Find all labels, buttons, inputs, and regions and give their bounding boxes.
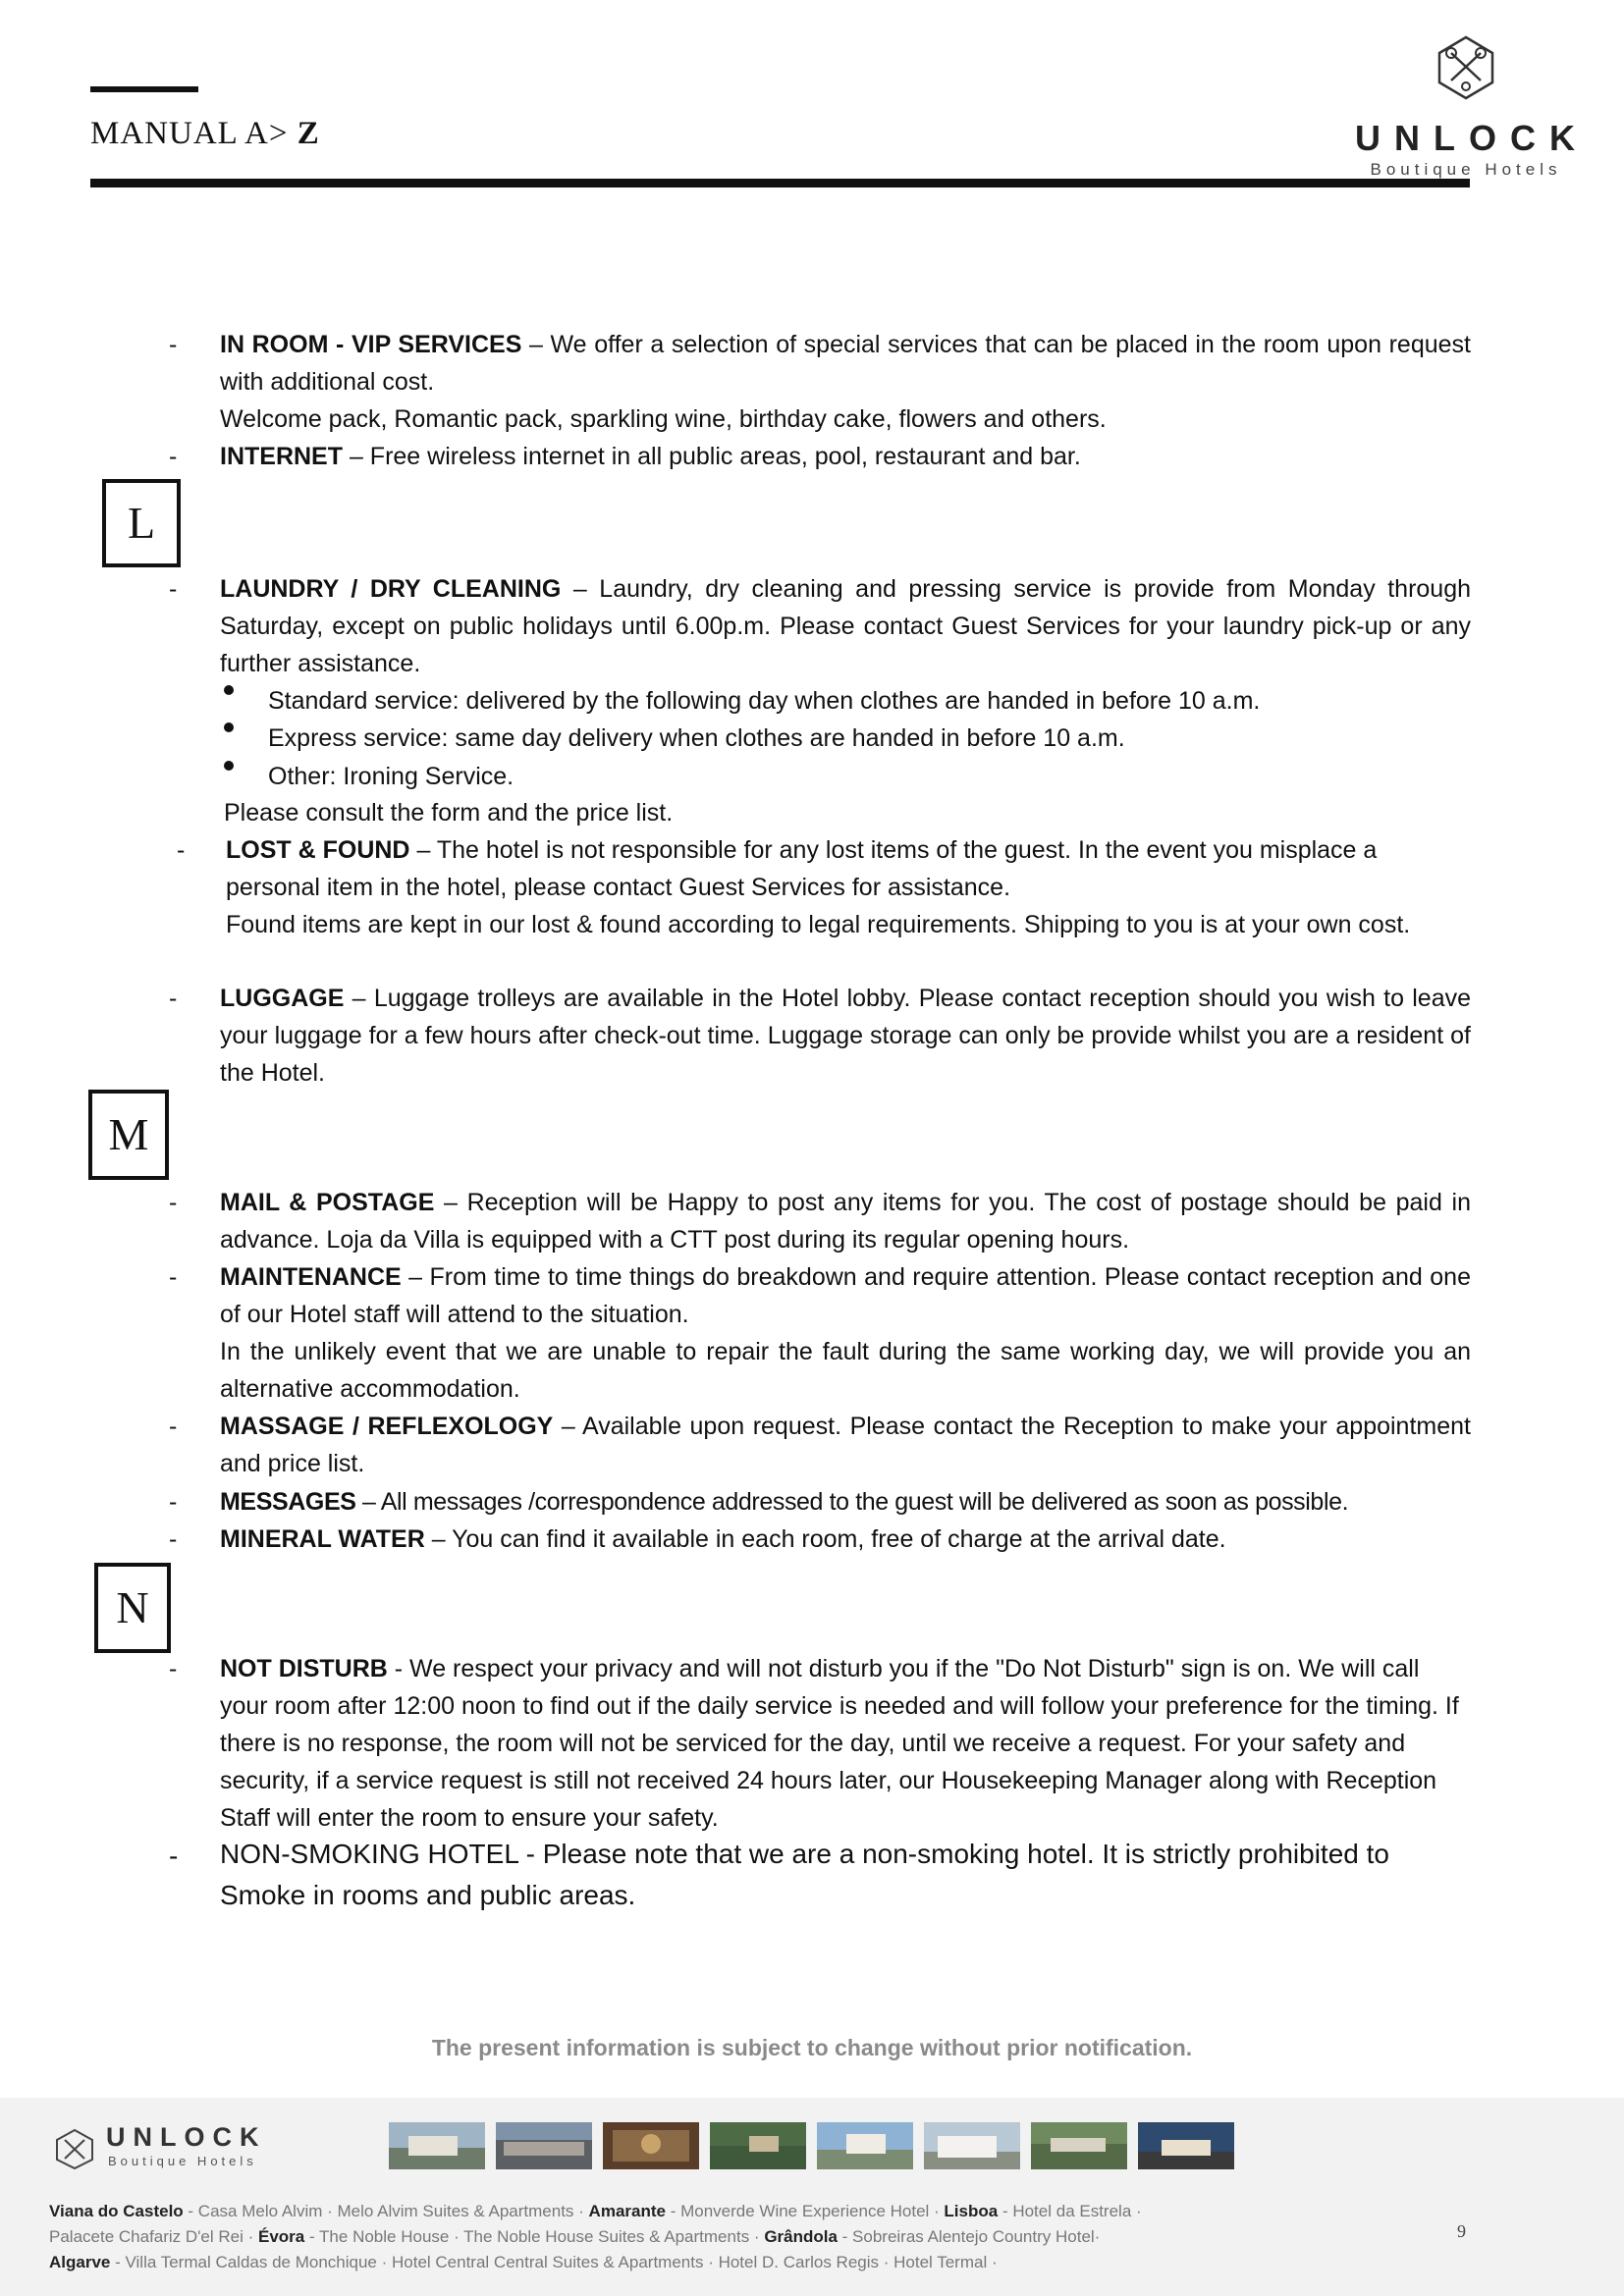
- entry-mineral-water: MINERAL WATER – You can find it available in each room, free of charge at the arrival date.: [220, 1525, 1226, 1553]
- list-dash: -: [169, 1841, 179, 1871]
- hotel-photo: [817, 2122, 913, 2169]
- hotel-photo: [1031, 2122, 1127, 2169]
- page-number: 9: [1457, 2221, 1466, 2241]
- header-rule: [90, 179, 1470, 187]
- section-letter-l: L: [102, 479, 181, 567]
- hotel-photo: [1138, 2122, 1234, 2169]
- bullet-icon: [224, 682, 238, 700]
- list-dash: -: [169, 443, 178, 470]
- entry-lost-found-extra: Found items are kept in our lost & found according to legal requirements. Shipping to you is at your own cost.: [226, 911, 1411, 938]
- crossed-keys-shield-icon: [54, 2128, 95, 2169]
- list-dash: -: [169, 331, 178, 358]
- section-letter-n: N: [94, 1563, 171, 1653]
- entry-lost-found: LOST & FOUND – The hotel is not responsible for any lost items of the guest. In the event you misplace a personal item in the hotel, please contact Guest Services for assistance.: [226, 836, 1378, 901]
- page-title: MANUAL A> Z: [90, 116, 320, 151]
- list-dash: -: [177, 836, 186, 864]
- list-dash: -: [169, 1655, 178, 1682]
- footer-brand-subtitle: Boutique Hotels: [108, 2154, 257, 2168]
- list-dash: -: [169, 1263, 178, 1291]
- bullet-icon: [224, 720, 238, 737]
- list-dash: -: [169, 1189, 178, 1216]
- crossed-keys-shield-icon: [1435, 35, 1496, 100]
- hotel-photo: [389, 2122, 485, 2169]
- brand-logo-wordmark: UNLOCK: [1355, 118, 1589, 158]
- entry-massage: MASSAGE / REFLEXOLOGY – Available upon request. Please contact the Reception to make your appointment and price list.: [220, 1413, 1471, 1477]
- section-letter-m: M: [88, 1090, 169, 1180]
- entry-maintenance-extra: In the unlikely event that we are unable to repair the fault during the same working day, we will provide you an alternative accommodation.: [220, 1338, 1471, 1403]
- list-dash: -: [169, 985, 178, 1012]
- disclaimer-note: The present information is subject to change without prior notification.: [431, 2035, 1193, 2060]
- list-dash: -: [169, 1413, 178, 1440]
- list-dash: -: [169, 1525, 178, 1553]
- footer-hotels-line: Palacete Chafariz D'el Rei · Évora - The Noble House · The Noble House Suites & Apartments · Grândola - Sobreiras Alentejo Country Hotel·: [49, 2227, 1101, 2246]
- laundry-bullet: Other: Ironing Service.: [268, 763, 514, 790]
- bullet-icon: [224, 758, 238, 775]
- entry-not-disturb: NOT DISTURB - We respect your privacy and will not disturb you if the "Do Not Disturb" sign is on. We will call your room after 12:00 noon to find out if the daily service is needed and will follow your preference for the timing. If there is no response, the room will not be serviced for the day, until we receive a request. For your safety and security, if a service request is still not received 24 hours later, our Housekeeping Manager along with Reception Staff will enter the room to ensure your safety.: [220, 1655, 1459, 1832]
- entry-luggage: LUGGAGE – Luggage trolleys are available in the Hotel lobby. Please contact reception should you wish to leave your luggage for a few hours after check-out time. Luggage storage can only be provide whilst you are a resident of the Hotel.: [220, 985, 1472, 1087]
- footer-brand-wordmark: UNLOCK: [106, 2122, 267, 2152]
- entry-messages: MESSAGES – All messages /correspondence addressed to the guest will be delivered as soon as possible.: [220, 1488, 1349, 1516]
- list-dash: -: [169, 575, 178, 603]
- footer-hotels-line: Viana do Castelo - Casa Melo Alvim · Melo Alvim Suites & Apartments · Amarante - Monverde Wine Experience Hotel · Lisboa - Hotel da Estrela ·: [49, 2202, 1142, 2220]
- laundry-note: Please consult the form and the price list.: [224, 799, 674, 827]
- entry-mail-postage: MAIL & POSTAGE – Reception will be Happy to post any items for you. The cost of postage should be paid in advance. Loja da Villa is equipped with a CTT post during its regular opening hours.: [220, 1189, 1471, 1254]
- list-dash: -: [169, 1488, 178, 1516]
- hotel-photo: [603, 2122, 699, 2169]
- entry-laundry: LAUNDRY / DRY CLEANING – Laundry, dry cleaning and pressing service is provide from Monday through Saturday, except on public holidays until 6.00p.m. Please contact Guest Services for your laundry pick-up or any further assistance.: [220, 575, 1472, 677]
- hotel-photo: [924, 2122, 1020, 2169]
- laundry-bullet: Express service: same day delivery when clothes are handed in before 10 a.m.: [268, 724, 1125, 752]
- hotel-photo: [710, 2122, 806, 2169]
- hotel-photo: [496, 2122, 592, 2169]
- entry-in-room-vip: IN ROOM - VIP SERVICES – We offer a selection of special services that can be placed in the room upon request with additional cost.: [220, 331, 1471, 396]
- entry-internet: INTERNET – Free wireless internet in all public areas, pool, restaurant and bar.: [220, 443, 1081, 470]
- laundry-bullet: Standard service: delivered by the following day when clothes are handed in before 10 a.m.: [268, 687, 1261, 715]
- entry-in-room-vip-extra: Welcome pack, Romantic pack, sparkling wine, birthday cake, flowers and others.: [220, 405, 1107, 433]
- footer-hotels-line: Algarve - Villa Termal Caldas de Monchique · Hotel Central Central Suites & Apartments · Hotel D. Carlos Regis · Hotel Termal ·: [49, 2253, 998, 2271]
- header-accent-bar: [90, 86, 198, 92]
- brand-logo-subtitle: Boutique Hotels: [1370, 160, 1562, 179]
- entry-maintenance: MAINTENANCE – From time to time things do breakdown and require attention. Please contact reception and one of our Hotel staff will attend to the situation.: [220, 1263, 1471, 1328]
- entry-non-smoking: NON-SMOKING HOTEL - Please note that we are a non-smoking hotel. It is strictly prohibited to Smoke in rooms and public areas.: [220, 1839, 1389, 1910]
